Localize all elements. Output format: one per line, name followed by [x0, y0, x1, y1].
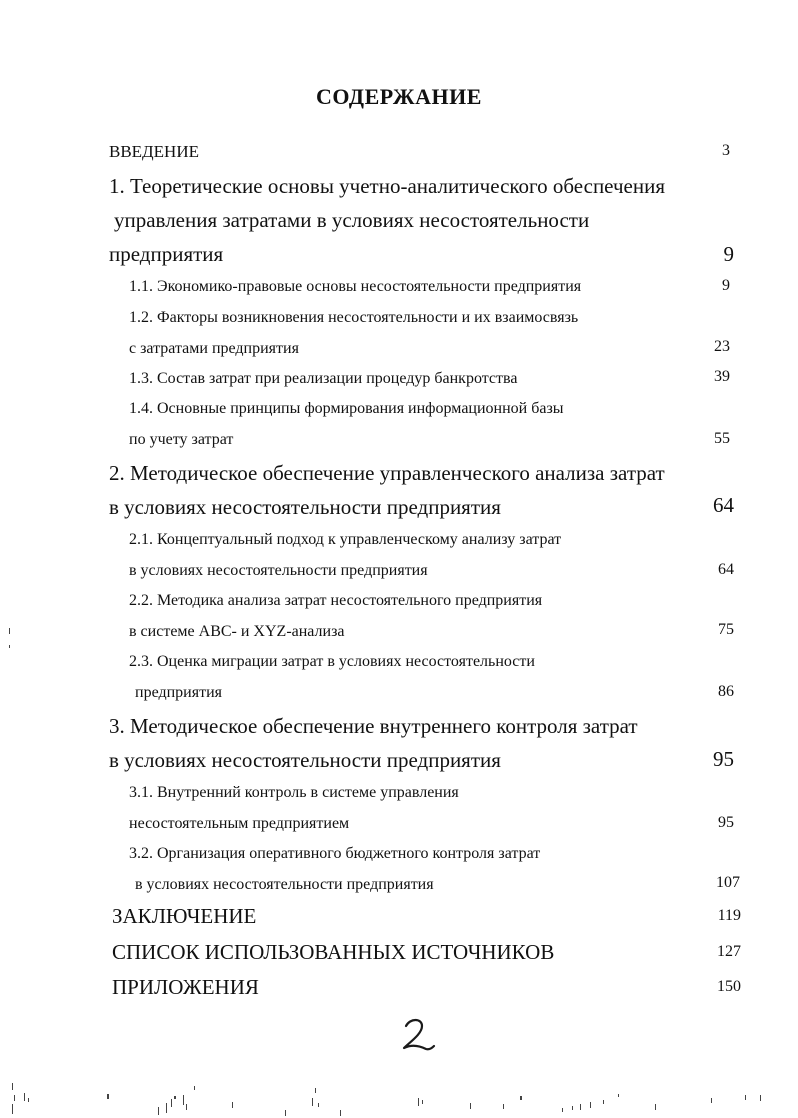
toc-section-3-2-line-1: 3.2. Организация оперативного бюджетного контроля затрат	[129, 845, 541, 862]
toc-section-1-1-page: 9	[722, 277, 730, 294]
toc-section-2-1-line-2: в условиях несостоятельности предприятия	[129, 562, 428, 579]
toc-section-1-2-line-1: 1.2. Факторы возникновения несостоятельности и их взаимосвязь	[129, 309, 579, 326]
toc-section-3-2-page: 107	[716, 874, 740, 891]
toc-section-1-2-line-2: с затратами предприятия	[129, 340, 299, 357]
toc-section-2-1-page: 64	[718, 561, 734, 578]
toc-entry-appendices-page: 150	[717, 978, 741, 995]
toc-chapter-3-line-2: в условиях несостоятельности предприятия	[109, 748, 501, 772]
toc-section-2-2-page: 75	[718, 621, 734, 638]
toc-entry-conclusion-text: ЗАКЛЮЧЕНИЕ	[112, 904, 257, 928]
toc-section-1-1-line-1: 1.1. Экономико-правовые основы несостоятельности предприятия	[129, 278, 582, 295]
toc-section-1-4-page: 55	[714, 430, 730, 447]
toc-section-2-3-line-2: предприятия	[135, 684, 222, 701]
toc-section-2-1-line-1: 2.1. Концептуальный подход к управленческому анализу затрат	[129, 531, 562, 548]
toc-section-1-2-page: 23	[714, 338, 730, 355]
toc-section-1-4-line-1: 1.4. Основные принципы формирования информационной базы	[129, 400, 564, 417]
toc-section-1-3-line-1: 1.3. Состав затрат при реализации процедур банкротства	[129, 370, 518, 387]
toc-section-3-2-line-2: в условиях несостоятельности предприятия	[135, 876, 434, 893]
toc-section-2-2-line-1: 2.2. Методика анализа затрат несостоятельного предприятия	[129, 592, 543, 609]
toc-section-3-1-line-2: несостоятельным предприятием	[129, 815, 350, 832]
toc-entry-appendices-text: ПРИЛОЖЕНИЯ	[112, 975, 259, 999]
toc-entry-conclusion-page: 119	[717, 907, 741, 924]
toc-chapter-1-line-2: управления затратами в условиях несостоятельности	[114, 208, 590, 232]
toc-chapter-1-line-3: предприятия	[109, 242, 224, 266]
toc-entry-references-page: 127	[717, 943, 741, 960]
toc-section-2-2-line-2: в системе ABC- и XYZ-анализа	[129, 623, 345, 640]
toc-section-2-3-line-1: 2.3. Оценка миграции затрат в условиях несостоятельности	[129, 653, 535, 670]
toc-chapter-2-line-2: в условиях несостоятельности предприятия	[109, 495, 501, 519]
toc-chapter-3-line-1: 3. Методическое обеспечение внутреннего контроля затрат	[109, 714, 638, 738]
toc-section-1-3-page: 39	[714, 368, 730, 385]
toc-chapter-1-line-1: 1. Теоретические основы учетно-аналитического обеспечения	[109, 174, 665, 198]
toc-chapter-2-line-1: 2. Методическое обеспечение управленческого анализа затрат	[109, 461, 665, 485]
toc-section-3-1-page: 95	[718, 814, 734, 831]
page-title: СОДЕРЖАНИЕ	[316, 84, 482, 109]
toc-entry-references-text: СПИСОК ИСПОЛЬЗОВАННЫХ ИСТОЧНИКОВ	[112, 940, 555, 964]
toc-chapter-3-page: 95	[713, 747, 734, 771]
toc-chapter-2-page: 64	[713, 493, 734, 517]
toc-entry-intro-text: ВВЕДЕНИЕ	[109, 142, 199, 161]
toc-entry-intro-page: 3	[722, 142, 730, 159]
toc-section-1-4-line-2: по учету затрат	[129, 431, 234, 448]
toc-section-3-1-line-1: 3.1. Внутренний контроль в системе управления	[129, 784, 459, 801]
toc-section-2-3-page: 86	[718, 683, 734, 700]
toc-chapter-1-page: 9	[723, 242, 734, 266]
